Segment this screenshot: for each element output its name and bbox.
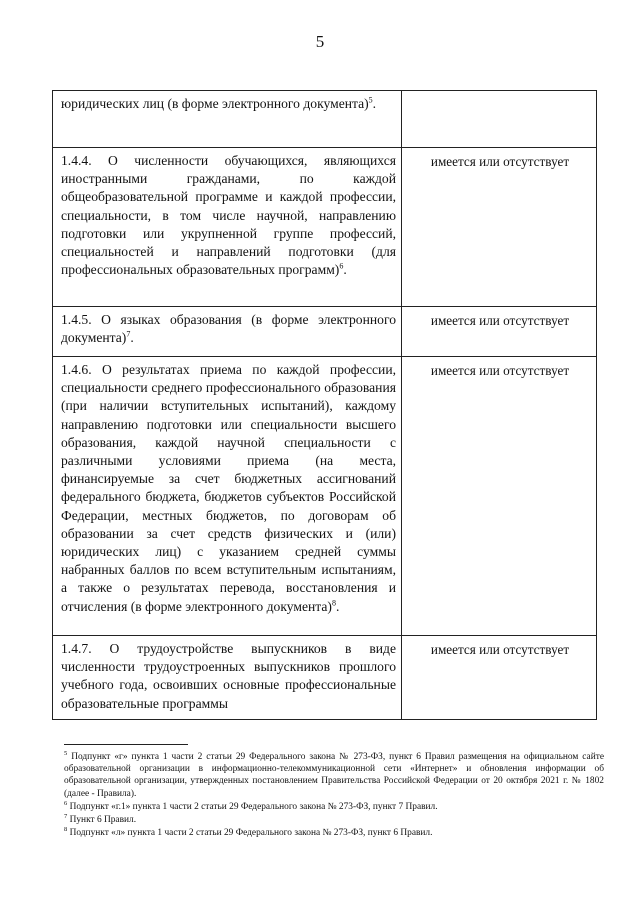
row-text: 1.4.7. О трудоустройстве выпускников в виде численности трудоустроенных выпускников прошлого учебного года, освоивших основные профессиональные образовательные программы	[61, 641, 396, 711]
row-description	[53, 91, 402, 148]
footnote	[64, 801, 604, 813]
footnote-text: Подпункт «л» пункта 1 части 2 статьи 29 Федерального закона № 273-ФЗ, пункт 6 Правил.	[69, 828, 433, 839]
row-description	[53, 357, 402, 636]
footnote-number: 6	[64, 799, 68, 807]
page-number: 5	[315, 32, 325, 51]
footnote-text: Пункт 6 Правил.	[69, 815, 137, 826]
row-text: 1.4.5. О языках образования (в форме электронного документа)	[61, 312, 396, 346]
footnote-separator	[64, 744, 188, 745]
row-text-end: .	[372, 96, 377, 111]
row-value: имеется или отсутствует	[402, 636, 597, 720]
row-value: имеется или отсутствует	[402, 357, 597, 636]
row-description	[53, 636, 402, 720]
row-description	[53, 148, 402, 307]
table-row	[53, 357, 597, 636]
row-text-end: .	[343, 262, 347, 278]
footnote	[64, 751, 604, 800]
criteria-table	[52, 90, 597, 720]
row-value: имеется или отсутствует	[402, 307, 597, 357]
footnote-ref[interactable]: 5	[368, 95, 373, 105]
row-text: 1.4.6. О результатах приема по каждой профессии, специальности среднего профессионального образования (при наличии вступительных испытаний), каждому направлению подготовки или специальности высшего образования, каждой научной специальности с различными условиями приема (на места, финансируемые за счет бюджетных ассигнований федерального бюджета, бюджетов субъектов Российской Федерации, местных бюджетов, по договорам об образовании за счет средств физических и (или) юридических лиц) с указанием средней суммы набранных баллов по всем вступительным испытаниям, а также о результатах перевода, восстановления и отчисления (в форме электронного документа)	[61, 362, 396, 614]
row-text: 1.4.4. О численности обучающихся, являющихся иностранными гражданами, по каждой общеобразовательной программе и каждой профессии, специальности, в том числе научной, направлению подготовки или укрупненной группе профессий, специальностей и направлений подготовки (для профессиональных образовательных программ)	[61, 153, 396, 278]
footnote-number: 8	[64, 826, 68, 834]
row-value	[402, 91, 597, 148]
footnote-text: Подпункт «г» пункта 1 части 2 статьи 29 Федерального закона № 273-ФЗ, пункт 6 Правил размещения на официальном сайте образовательной организации в информационно-телекоммуникационной сети «Интернет» и обновления информации об образовательной организации, утвержденных постановлением Правительства Российской Федерации от 20 октября 2021 г. № 1802 (далее - Правила).	[64, 752, 604, 799]
footnote	[64, 814, 604, 826]
table-row	[53, 636, 597, 720]
table-row	[53, 148, 597, 307]
row-description	[53, 307, 402, 357]
footnote	[64, 827, 604, 839]
row-text-end: .	[335, 598, 340, 614]
table-row	[53, 307, 597, 357]
row-text: юридических лиц (в форме электронного документа)	[61, 96, 369, 111]
table-row	[53, 91, 597, 148]
row-text-end: .	[130, 330, 134, 346]
footnote-ref[interactable]: 6	[339, 261, 344, 271]
footnote-text: Подпункт «г.1» пункта 1 части 2 статьи 29 Федерального закона № 273-ФЗ, пункт 7 Правил.	[69, 801, 438, 812]
footnote-ref[interactable]: 8	[331, 598, 336, 608]
footnotes	[64, 751, 604, 840]
footnote-ref[interactable]: 7	[126, 329, 131, 339]
footnote-number: 7	[64, 812, 68, 820]
row-value: имеется или отсутствует	[402, 148, 597, 307]
footnote-number: 5	[64, 749, 68, 757]
